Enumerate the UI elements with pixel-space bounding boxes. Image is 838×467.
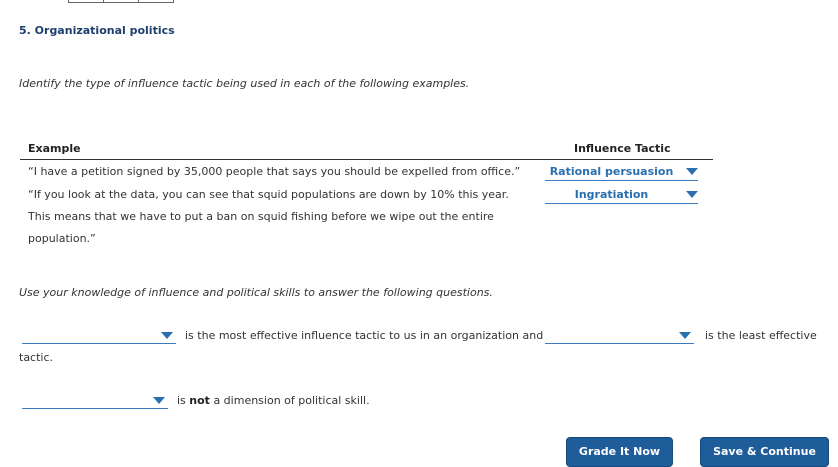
question-1-end-text: is the least effective [705,329,817,342]
question-nav-cell[interactable] [69,0,104,2]
most-effective-dropdown[interactable] [22,328,176,344]
example-row-1: “I have a petition signed by 35,000 people that says you should be expelled from office.” [28,165,521,178]
question-2-emphasis: not [189,394,210,407]
chevron-down-icon [686,168,698,175]
question-1-text: is the most effective influence tactic to us in an organization and [185,329,544,342]
tactic-dropdown-row-2[interactable] [545,186,698,204]
tactic-dropdown-value: Rational persuasion [549,165,674,178]
question-2-before: is [177,394,190,407]
question-2-after: a dimension of political skill. [209,394,370,407]
question-nav-cell[interactable] [104,0,139,2]
example-row-2: “If you look at the data, you can see that squid populations are down by 10% this year. This means that we have to put a ban on squid fishing before we wipe out the entire population.” [28,188,509,245]
least-effective-dropdown[interactable] [545,328,694,344]
question-nav-strip [68,0,174,3]
table-header-tactic: Influence Tactic [574,142,671,155]
tactic-dropdown-value: Ingratiation [574,188,649,201]
section-title: 5. Organizational politics [19,24,175,37]
questions-instruction: Use your knowledge of influence and political skills to answer the following questions. [19,286,493,299]
save-continue-button[interactable]: Save & Continue [700,437,829,467]
question-1-wrap-text: tactic. [19,351,54,364]
chevron-down-icon [153,397,165,404]
chevron-down-icon [161,332,173,339]
political-skill-dropdown[interactable] [22,393,168,409]
question-2-text [177,394,370,407]
tactic-dropdown-row-1[interactable] [545,163,698,181]
chevron-down-icon [679,332,691,339]
grade-it-now-button[interactable]: Grade It Now [566,437,673,467]
table-divider [20,159,713,160]
instruction-text: Identify the type of influence tactic being used in each of the following examples. [19,77,470,90]
question-nav-cell[interactable] [139,0,173,2]
chevron-down-icon [686,191,698,198]
table-header-example: Example [28,142,81,155]
